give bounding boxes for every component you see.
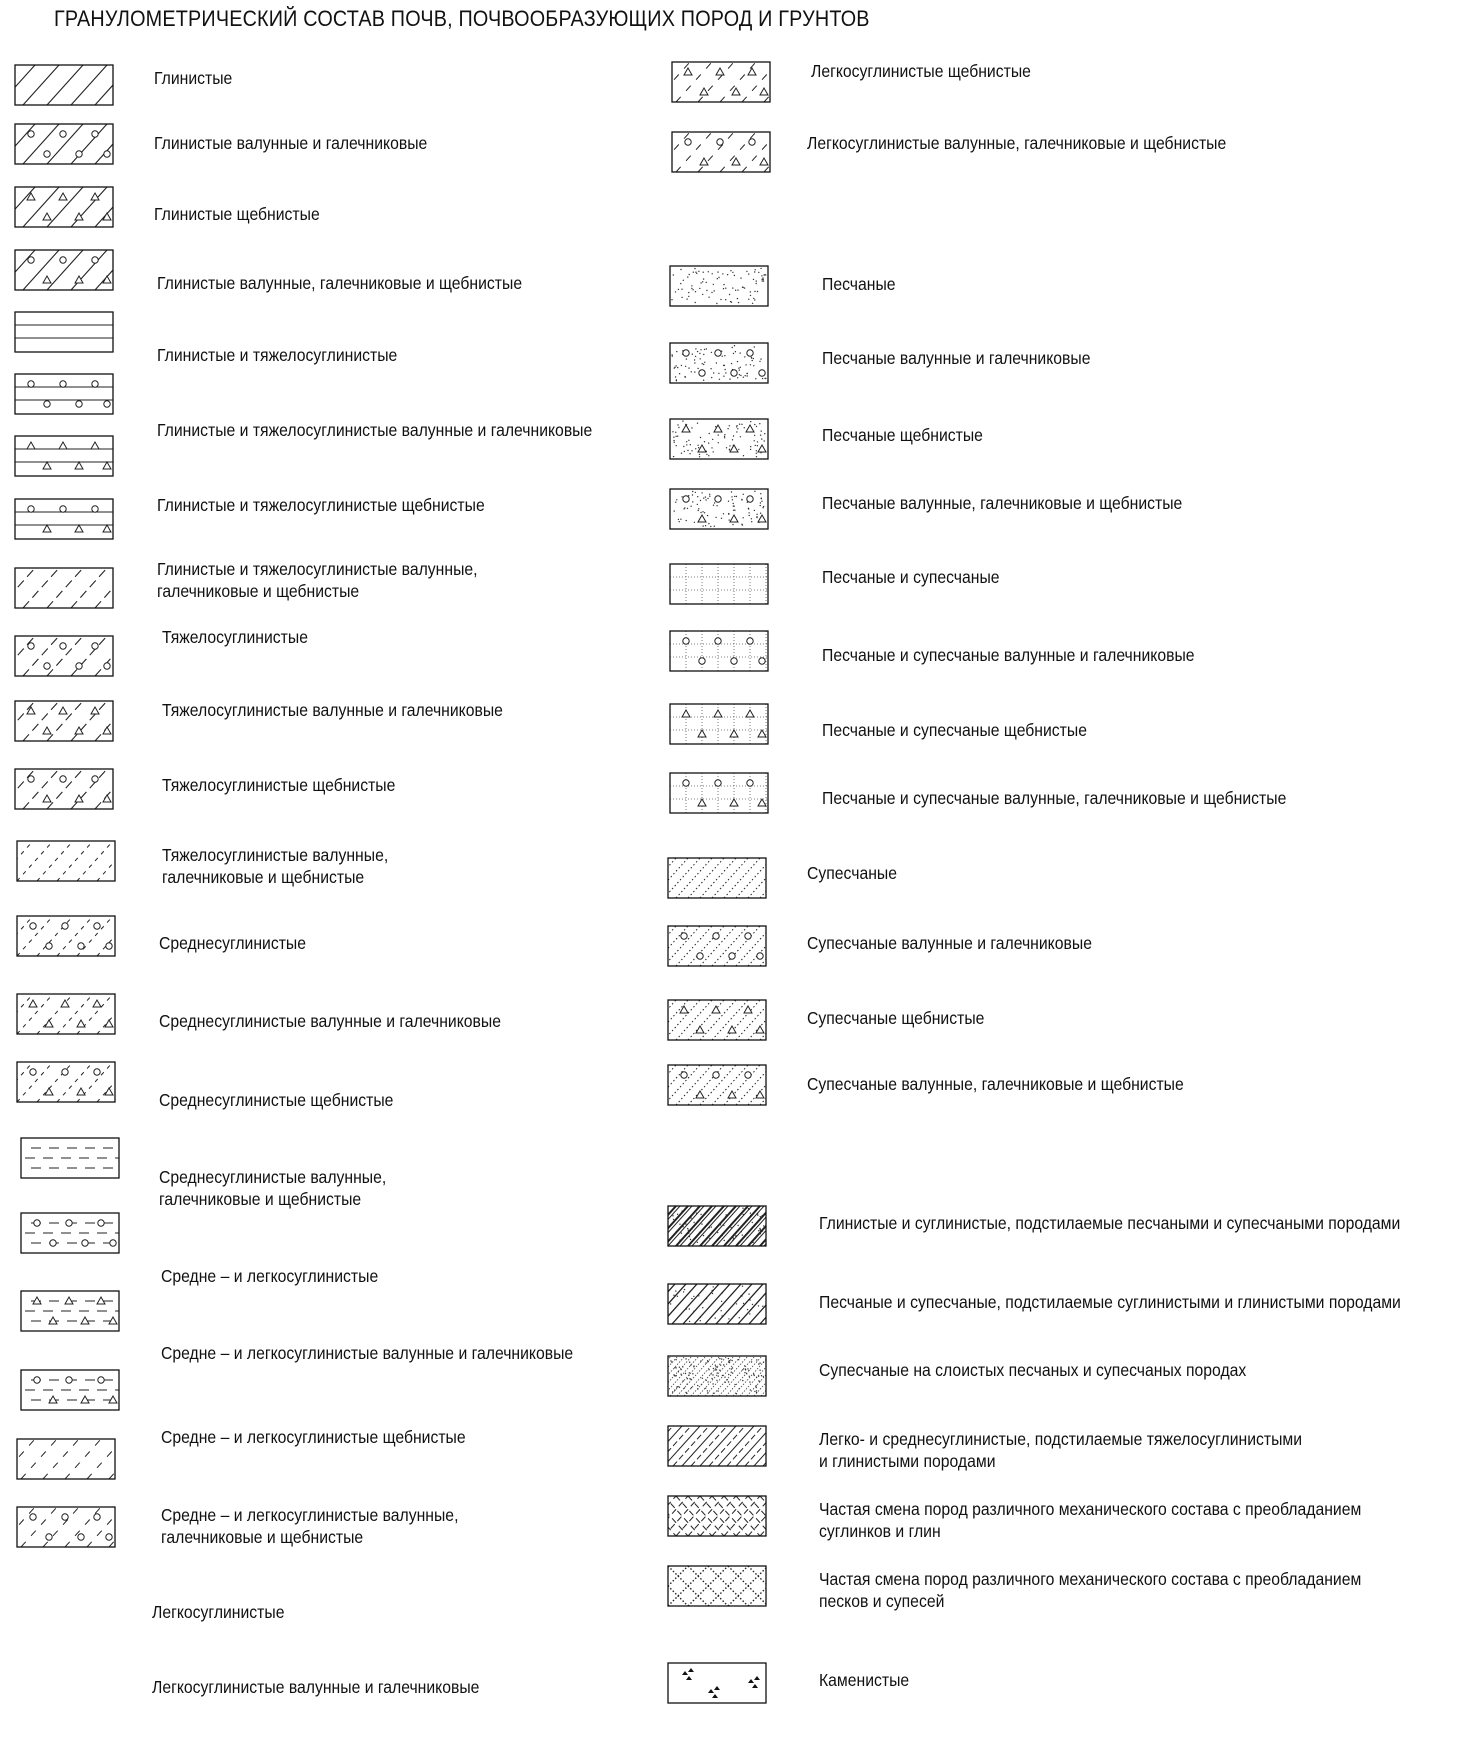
legend-label-line: Глинистые и тяжелосуглинистые валунные,	[157, 559, 478, 579]
hatch-swatch-diag-solid	[14, 249, 114, 291]
legend-label	[161, 1265, 378, 1287]
legend-label-line: Среднесуглинистые валунные,	[159, 1167, 387, 1187]
legend-label	[807, 862, 897, 884]
legend-label	[811, 60, 1031, 82]
document-title: ГРАНУЛОМЕТРИЧЕСКИЙ СОСТАВ ПОЧВ, ПОЧВООБРАЗУЮЩИХ ПОРОД И ГРУНТОВ	[54, 6, 870, 31]
legend-label-line: Каменистые	[819, 1670, 910, 1690]
legend-label	[807, 932, 1092, 954]
legend-label	[152, 1676, 479, 1698]
legend-label	[819, 1428, 1302, 1472]
legend-label-line: Супесчаные щебнистые	[807, 1008, 985, 1028]
legend-label-line: и глинистыми породами	[819, 1451, 996, 1471]
legend-label	[819, 1359, 1246, 1381]
hatch-swatch-diag-sparse	[16, 1506, 116, 1548]
legend-label	[162, 774, 395, 796]
legend-label	[162, 699, 503, 721]
legend-label-line: Легкосуглинистые щебнистые	[811, 61, 1031, 81]
legend-label	[154, 132, 427, 154]
hatch-swatch-diag-dotted	[667, 857, 767, 899]
legend-label-line: Средне – и легкосуглинистые валунные,	[161, 1505, 459, 1525]
hatch-swatch-dots	[669, 265, 769, 307]
hatch-swatch-dots	[669, 418, 769, 460]
legend-label	[822, 424, 983, 446]
legend-label-line: Частая смена пород различного механического состава с преобладанием	[819, 1499, 1362, 1519]
hatch-swatch-diag-short	[16, 993, 116, 1035]
hatch-swatch-diag-dotted	[667, 925, 767, 967]
legend-label	[822, 787, 1286, 809]
hatch-swatch-horiz-solid	[14, 435, 114, 477]
legend-label	[819, 1498, 1361, 1542]
legend-label-line: Глинистые	[154, 68, 233, 88]
legend-label	[161, 1426, 466, 1448]
hatch-swatch-horiz-dash	[20, 1290, 120, 1332]
legend-label	[822, 347, 1091, 369]
hatch-swatch-diag-solid	[14, 64, 114, 106]
hatch-swatch-grid-dot	[669, 630, 769, 672]
hatch-swatch-diag-dense-dots	[667, 1283, 767, 1325]
legend-label	[157, 272, 522, 294]
hatch-swatch-diag-dash	[14, 700, 114, 742]
hatch-swatch-diag-dash	[14, 635, 114, 677]
legend-label	[819, 1212, 1400, 1234]
hatch-swatch-diag-dotted-dense	[667, 1355, 767, 1397]
legend-label	[819, 1568, 1361, 1612]
legend-label-line: галечниковые и щебнистые	[157, 581, 360, 601]
hatch-swatch-horiz-dash	[20, 1212, 120, 1254]
legend-label	[822, 566, 1000, 588]
legend-label-line: песков и супесей	[819, 1591, 945, 1611]
hatch-swatch-diag-short	[16, 1061, 116, 1103]
hatch-swatch-diag-dash	[14, 567, 114, 609]
legend-label-line: Легкосуглинистые валунные, галечниковые и щебнистые	[807, 133, 1227, 153]
legend-label-line: Средне – и легкосуглинистые валунные и галечниковые	[161, 1343, 574, 1363]
legend-label	[822, 644, 1195, 666]
legend-label-line: Тяжелосуглинистые щебнистые	[162, 775, 396, 795]
hatch-swatch-diag-solid	[14, 123, 114, 165]
legend-label	[162, 844, 388, 888]
hatch-swatch-diag-sparse	[671, 61, 771, 103]
legend-label-line: Тяжелосуглинистые валунные и галечниковые	[162, 700, 503, 720]
legend-label-line: галечниковые и щебнистые	[162, 867, 365, 887]
legend-label-line: Тяжелосуглинистые валунные,	[162, 845, 389, 865]
hatch-swatch-diag-short	[16, 915, 116, 957]
legend-label	[807, 132, 1226, 154]
legend-label	[159, 1089, 393, 1111]
legend-label-line: Глинистые и тяжелосуглинистые валунные и галечниковые	[157, 420, 593, 440]
legend-label	[822, 492, 1182, 514]
legend-label	[159, 1010, 501, 1032]
legend-label	[162, 626, 308, 648]
legend-label	[819, 1669, 909, 1691]
hatch-swatch-diag-dotted	[667, 1064, 767, 1106]
legend-label-line: Песчаные и супесчаные щебнистые	[822, 720, 1087, 740]
legend-label-line: Глинистые и тяжелосуглинистые щебнистые	[157, 495, 485, 515]
legend-label-line: Песчаные и супесчаные валунные, галечниковые и щебнистые	[822, 788, 1287, 808]
hatch-swatch-diag-sparse	[16, 1438, 116, 1480]
legend-label	[159, 932, 306, 954]
legend-label	[822, 719, 1087, 741]
legend-label-line: Тяжелосуглинистые	[162, 627, 308, 647]
legend-label-line: Глинистые и тяжелосуглинистые	[157, 345, 398, 365]
hatch-swatch-dots	[669, 342, 769, 384]
hatch-swatch-diag-dash	[14, 768, 114, 810]
hatch-swatch-grid-dot	[669, 703, 769, 745]
legend-label-line: Глинистые щебнистые	[154, 204, 320, 224]
hatch-swatch-horiz-solid	[14, 373, 114, 415]
hatch-swatch-diag-solid-dots	[667, 1205, 767, 1247]
hatch-swatch-diag-dotted	[667, 999, 767, 1041]
legend-label-line: галечниковые и щебнистые	[161, 1527, 364, 1547]
legend-label-line: суглинков и глин	[819, 1521, 941, 1541]
legend-label	[157, 344, 397, 366]
legend-label	[159, 1166, 386, 1210]
legend-label-line: Песчаные и супесчаные валунные и галечниковые	[822, 645, 1195, 665]
legend-label-line: Средне – и легкосуглинистые	[161, 1266, 379, 1286]
legend-label	[807, 1007, 984, 1029]
legend-label-line: Глинистые валунные и галечниковые	[154, 133, 428, 153]
legend-label-line: Среднесуглинистые щебнистые	[159, 1090, 394, 1110]
legend-label	[154, 67, 232, 89]
legend-label	[822, 273, 896, 295]
legend-label	[819, 1291, 1401, 1313]
legend-label-line: Супесчаные	[807, 863, 897, 883]
legend-label-line: Среднесуглинистые валунные и галечниковые	[159, 1011, 501, 1031]
hatch-swatch-cross-dash	[667, 1495, 767, 1537]
legend-label	[807, 1073, 1184, 1095]
hatch-swatch-stones	[667, 1662, 767, 1704]
legend-label-line: галечниковые и щебнистые	[159, 1189, 362, 1209]
legend-label-line: Частая смена пород различного механического состава с преобладанием	[819, 1569, 1362, 1589]
legend-label-line: Супесчаные валунные и галечниковые	[807, 933, 1092, 953]
legend-label-line: Среднесуглинистые	[159, 933, 306, 953]
legend-label	[152, 1601, 284, 1623]
hatch-swatch-diag-double	[667, 1425, 767, 1467]
legend-label-line: Песчаные и супесчаные, подстилаемые суглинистыми и глинистыми породами	[819, 1292, 1401, 1312]
legend-label-line: Глинистые и суглинистые, подстилаемые песчаными и супесчаными породами	[819, 1213, 1401, 1233]
legend-label	[161, 1342, 573, 1364]
legend-label	[161, 1504, 458, 1548]
legend-label-line: Легко- и среднесуглинистые, подстилаемые тяжелосуглинистыми	[819, 1429, 1303, 1449]
hatch-swatch-grid-dot	[669, 563, 769, 605]
hatch-swatch-horiz-solid	[14, 311, 114, 353]
legend-label-line: Легкосуглинистые валунные и галечниковые	[152, 1677, 480, 1697]
hatch-swatch-grid-dot	[669, 772, 769, 814]
hatch-swatch-diag-solid	[14, 186, 114, 228]
legend-label	[157, 494, 485, 516]
legend-label-line: Песчаные	[822, 274, 896, 294]
hatch-swatch-horiz-dash	[20, 1369, 120, 1411]
legend-label-line: Глинистые валунные, галечниковые и щебнистые	[157, 273, 523, 293]
hatch-swatch-diag-short	[16, 840, 116, 882]
legend-label-line: Песчаные и супесчаные	[822, 567, 1000, 587]
legend-label-line: Песчаные щебнистые	[822, 425, 983, 445]
legend-label-line: Средне – и легкосуглинистые щебнистые	[161, 1427, 466, 1447]
hatch-swatch-horiz-dash	[20, 1137, 120, 1179]
legend-label-line: Легкосуглинистые	[152, 1602, 285, 1622]
hatch-swatch-diag-sparse	[671, 131, 771, 173]
hatch-swatch-cross-dotted	[667, 1565, 767, 1607]
legend-label-line: Супесчаные на слоистых песчаных и супесчаных породах	[819, 1360, 1247, 1380]
legend-label	[157, 419, 592, 441]
hatch-swatch-dots	[669, 488, 769, 530]
legend-label-line: Песчаные валунные, галечниковые и щебнистые	[822, 493, 1183, 513]
hatch-swatch-horiz-solid	[14, 498, 114, 540]
legend-label-line: Песчаные валунные и галечниковые	[822, 348, 1091, 368]
legend-label	[157, 558, 478, 602]
legend-label-line: Супесчаные валунные, галечниковые и щебнистые	[807, 1074, 1184, 1094]
legend-label	[154, 203, 320, 225]
